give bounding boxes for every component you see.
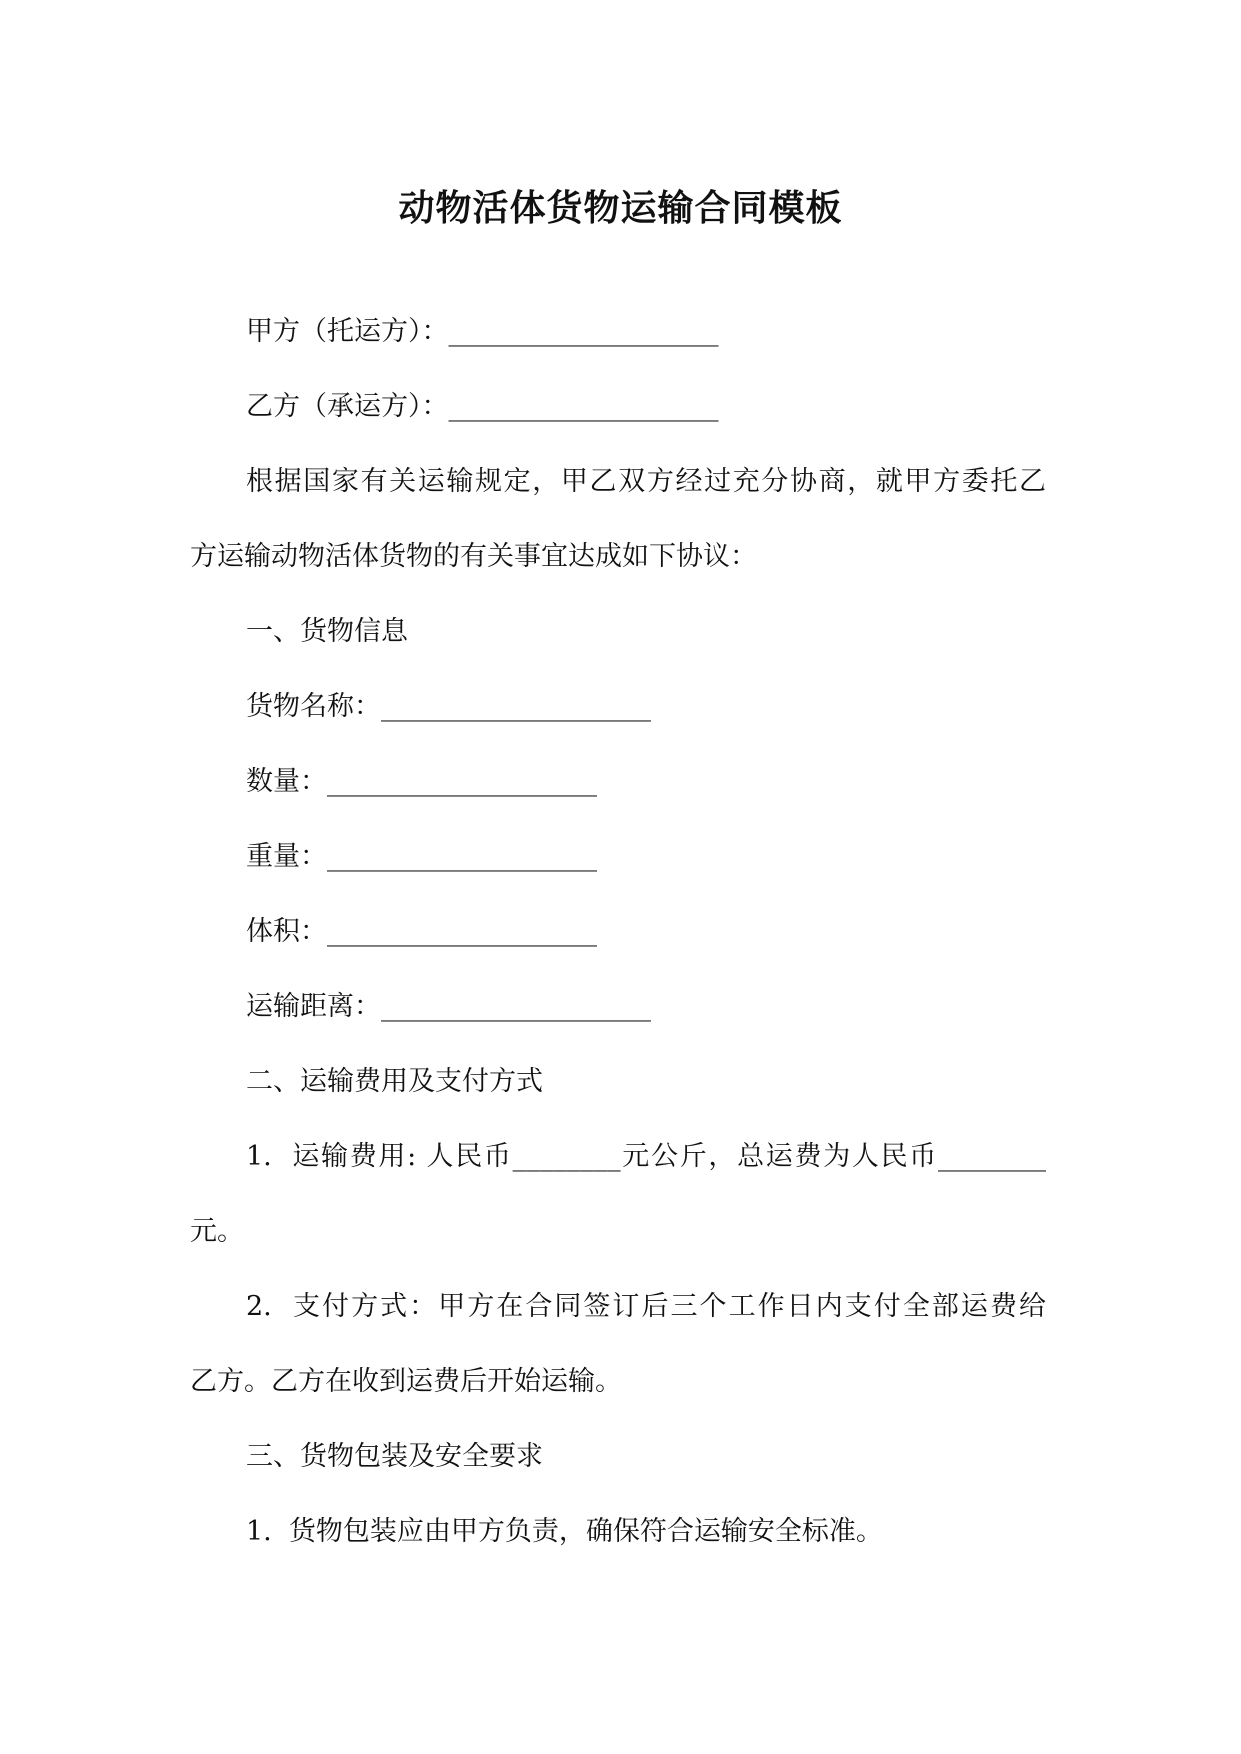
weight-field: 重量：____________________: [246, 841, 597, 872]
fee-clause-line-1: 1. 运输费用: 人民币________元公斤，总运费为人民币________: [246, 1141, 1046, 1172]
cargo-name-field: 货物名称：____________________: [246, 691, 651, 722]
fee-clause-line-2: 元。: [190, 1216, 244, 1247]
packaging-clause-1: 1. 货物包装应由甲方负责，确保符合运输安全标准。: [246, 1516, 883, 1547]
preamble-line-2: 方运输动物活体货物的有关事宜达成如下协议：: [190, 541, 757, 572]
section-1-heading: 一、货物信息: [246, 616, 408, 647]
section-2-heading: 二、运输费用及支付方式: [246, 1066, 543, 1097]
volume-field: 体积：____________________: [246, 916, 597, 947]
document-title: 动物活体货物运输合同模板: [398, 187, 843, 229]
payment-clause-line-1: 2. 支付方式：甲方在合同签订后三个工作日内支付全部运费给: [246, 1291, 1046, 1322]
payment-clause-line-2: 乙方。乙方在收到运费后开始运输。: [190, 1366, 622, 1397]
distance-field: 运输距离：____________________: [246, 991, 651, 1022]
section-3-heading: 三、货物包装及安全要求: [246, 1441, 543, 1472]
party-b-field: 乙方（承运方）：____________________: [246, 391, 719, 422]
quantity-field: 数量：____________________: [246, 766, 597, 797]
party-a-field: 甲方（托运方）：____________________: [246, 316, 719, 347]
preamble-line-1: 根据国家有关运输规定，甲乙双方经过充分协商，就甲方委托乙: [246, 466, 1046, 497]
